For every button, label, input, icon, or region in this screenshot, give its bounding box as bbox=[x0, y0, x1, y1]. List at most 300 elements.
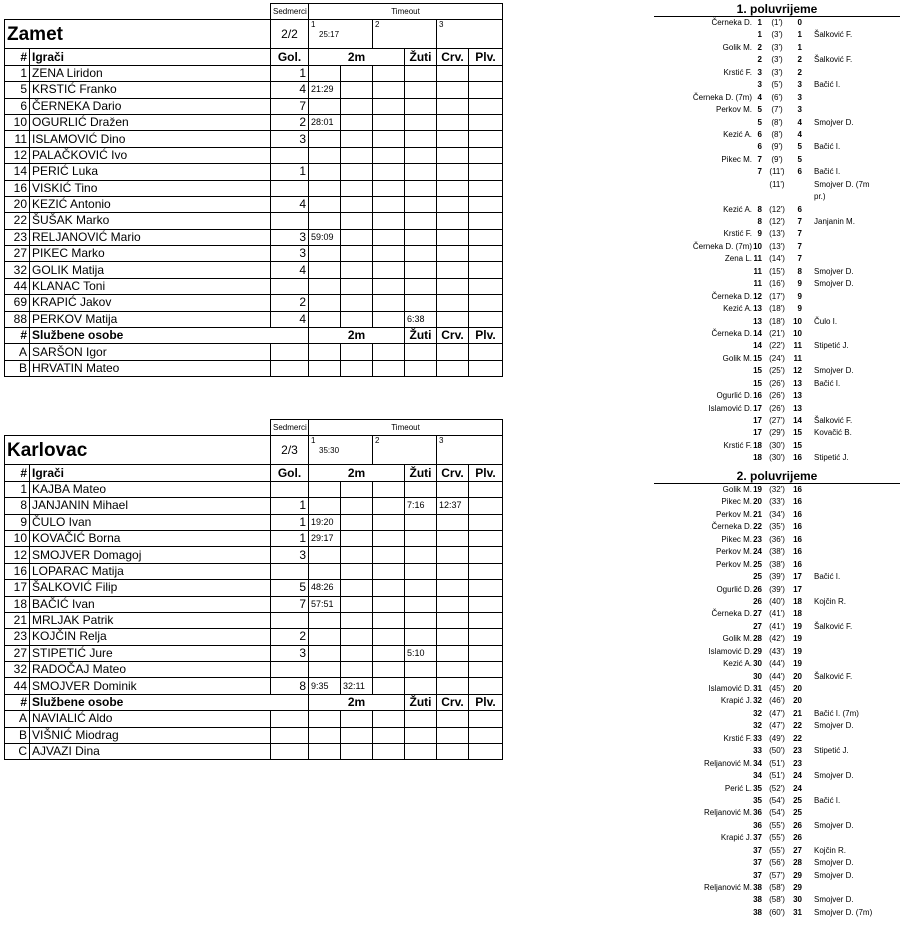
timeout-label: Timeout bbox=[309, 420, 503, 436]
goal-event bbox=[654, 559, 900, 571]
timeout-cell bbox=[309, 436, 373, 465]
away-scorer: Šalković F. bbox=[814, 621, 853, 631]
goal-event bbox=[654, 42, 900, 54]
player-row bbox=[5, 612, 503, 628]
suspension-1 bbox=[309, 612, 341, 628]
yellow-card bbox=[405, 596, 437, 612]
goal-event bbox=[654, 521, 900, 533]
suspension-3 bbox=[373, 662, 405, 678]
away-score: 4 bbox=[797, 129, 802, 139]
player-number: 1 bbox=[5, 65, 30, 81]
team-table: Sedmerci Timeout Zamet 2/2 1 25:17 2 3 # Igrači Gol. 2m Žuti Crv. Plv. 1 ZENA Liridon 1 5 KRSTIĆ Franko 4 21:29 6 ČERNEKA Dario 7 10 OGURLIĆ Dražen 2 28:01 11 ISLAMOVIĆ Dino 3 12 PALAČKOVIĆ Ivo 14 PERIĆ Luka 1 16 VISKIĆ Tino 20 KEZIĆ Antonio 4 22 ŠUŠAK Marko 23 RELJANOVIĆ Mario 3 59:09 27 PIKEC Marko 3 32 GOLIK Matija 4 44 KLANAC Toni 69 KRAPIĆ Jakov 2 88 PERKOV Matija 4 6:38 # Službene osobe 2m Žuti Crv. Plv. A SARŠON Igor B HRVATIN Mateo bbox=[4, 3, 503, 377]
suspension-1 bbox=[309, 65, 341, 81]
yellow-card bbox=[405, 180, 437, 196]
yellow-card bbox=[405, 82, 437, 98]
blue-card bbox=[469, 596, 503, 612]
official-id: A bbox=[5, 344, 30, 360]
official-name: SARŠON Igor bbox=[30, 344, 271, 360]
timeout-cell bbox=[437, 20, 503, 49]
suspension-2 bbox=[341, 580, 373, 596]
home-scorer: Černeka D. bbox=[711, 609, 752, 619]
event-minute: (18') bbox=[769, 316, 785, 326]
goal-event bbox=[654, 509, 900, 521]
event-minute: (9') bbox=[771, 154, 783, 164]
event-minute: (55') bbox=[769, 833, 785, 843]
home-score: 27 bbox=[753, 621, 762, 631]
away-score: 24 bbox=[793, 771, 802, 781]
suspension-3 bbox=[373, 229, 405, 245]
suspension-1: 28:01 bbox=[309, 114, 341, 130]
event-minute: (13') bbox=[769, 229, 785, 239]
player-goals bbox=[271, 213, 309, 229]
red-card bbox=[437, 147, 469, 163]
home-score: 16 bbox=[753, 391, 762, 401]
player-row bbox=[5, 180, 503, 196]
sedmerci-label: Sedmerci bbox=[271, 420, 309, 436]
event-minute: (55') bbox=[769, 845, 785, 855]
suspension-3 bbox=[373, 65, 405, 81]
home-score: 26 bbox=[753, 584, 762, 594]
event-minute: (6') bbox=[771, 92, 783, 102]
home-scorer: Perkov M. bbox=[715, 559, 752, 569]
player-row bbox=[5, 164, 503, 180]
yellow-card bbox=[405, 213, 437, 229]
player-row bbox=[5, 229, 503, 245]
home-score: 36 bbox=[753, 820, 762, 830]
yellow-card bbox=[405, 147, 437, 163]
away-score: 19 bbox=[793, 659, 802, 669]
yellow-card bbox=[405, 196, 437, 212]
goal-event bbox=[654, 807, 900, 819]
player-goals: 4 bbox=[271, 262, 309, 278]
home-scorer: Krstić F. bbox=[723, 229, 752, 239]
player-name: GOLIK Matija bbox=[30, 262, 271, 278]
official-row bbox=[5, 344, 503, 360]
event-minute: (43') bbox=[769, 646, 785, 656]
away-score: 29 bbox=[793, 870, 802, 880]
event-minute: (12') bbox=[769, 217, 785, 226]
goal-event bbox=[654, 253, 900, 265]
away-scorer: pr.) bbox=[814, 192, 826, 202]
event-minute: (8') bbox=[771, 117, 783, 127]
suspension-2 bbox=[341, 481, 373, 497]
player-row bbox=[5, 580, 503, 596]
event-minute: (39') bbox=[769, 584, 785, 594]
event-minute: (11') bbox=[769, 167, 785, 177]
suspension-3 bbox=[373, 180, 405, 196]
event-minute: (7') bbox=[771, 105, 783, 115]
player-number: 11 bbox=[5, 131, 30, 147]
goal-event bbox=[654, 745, 900, 757]
home-scorer: Golik M. bbox=[722, 634, 752, 644]
away-scorer: Stipetić J. bbox=[814, 341, 849, 351]
event-minute: (57') bbox=[769, 870, 785, 880]
player-row bbox=[5, 295, 503, 311]
red-card bbox=[437, 65, 469, 81]
yellow-card bbox=[405, 278, 437, 294]
home-score: 31 bbox=[753, 684, 762, 693]
away-score: 7 bbox=[797, 217, 802, 226]
suspension-3 bbox=[373, 678, 405, 694]
away-score: 0 bbox=[797, 18, 802, 27]
player-row bbox=[5, 147, 503, 163]
red-card bbox=[437, 229, 469, 245]
event-minute: (32') bbox=[769, 485, 785, 494]
player-number: 21 bbox=[5, 612, 30, 628]
official-id: A bbox=[5, 711, 30, 727]
blue-card bbox=[469, 530, 503, 546]
red-card bbox=[437, 295, 469, 311]
player-goals bbox=[271, 180, 309, 196]
goal-event bbox=[654, 166, 900, 178]
event-minute: (54') bbox=[769, 795, 785, 805]
away-scorer: Šalković F. bbox=[814, 55, 853, 65]
goal-event bbox=[654, 646, 900, 658]
goal-event bbox=[654, 733, 900, 745]
home-score: 38 bbox=[753, 907, 762, 917]
red-card bbox=[437, 612, 469, 628]
away-score: 20 bbox=[793, 696, 802, 706]
home-score: 3 bbox=[757, 67, 762, 77]
away-score: 29 bbox=[793, 883, 802, 892]
red-card bbox=[437, 262, 469, 278]
away-score: 20 bbox=[793, 684, 802, 693]
home-scorer: Krapić J. bbox=[720, 833, 752, 843]
away-score: 23 bbox=[793, 758, 802, 768]
player-number: 10 bbox=[5, 114, 30, 130]
player-goals: 5 bbox=[271, 580, 309, 596]
player-goals: 1 bbox=[271, 530, 309, 546]
goal-event bbox=[654, 390, 900, 402]
home-score: 7 bbox=[757, 167, 762, 177]
red-card bbox=[437, 114, 469, 130]
event-minute: (30') bbox=[769, 453, 785, 463]
goal-event bbox=[654, 658, 900, 670]
player-name: ISLAMOVIĆ Dino bbox=[30, 131, 271, 147]
timeout-cell bbox=[373, 436, 437, 465]
player-name: STIPETIĆ Jure bbox=[30, 645, 271, 661]
home-score: 37 bbox=[753, 858, 762, 868]
second-half-log bbox=[654, 470, 900, 919]
yellow-card bbox=[405, 262, 437, 278]
timeout-number: 1 bbox=[311, 20, 316, 30]
red-card: 12:37 bbox=[437, 498, 469, 514]
player-number: 27 bbox=[5, 246, 30, 262]
away-score: 31 bbox=[793, 907, 802, 917]
away-scorer: Bačić I. bbox=[814, 378, 841, 388]
event-minute: (51') bbox=[769, 758, 785, 768]
event-minute: (38') bbox=[769, 547, 785, 557]
goal-event bbox=[654, 621, 900, 633]
away-score: 6 bbox=[797, 167, 802, 177]
goal-event bbox=[654, 117, 900, 129]
event-minute: (9') bbox=[771, 142, 783, 152]
suspension-2 bbox=[341, 596, 373, 612]
player-row bbox=[5, 196, 503, 212]
suspension-2 bbox=[341, 295, 373, 311]
event-minute: (3') bbox=[771, 67, 783, 77]
home-score: 13 bbox=[753, 304, 762, 314]
player-number: 5 bbox=[5, 82, 30, 98]
home-score: 21 bbox=[753, 509, 762, 519]
away-scorer: Šalković F. bbox=[814, 30, 853, 40]
event-minute: (41') bbox=[769, 609, 785, 619]
red-card bbox=[437, 514, 469, 530]
suspension-3 bbox=[373, 114, 405, 130]
home-score: 6 bbox=[757, 129, 762, 139]
away-scorer: Smojver D. (7m) bbox=[814, 907, 873, 917]
event-minute: (34') bbox=[769, 509, 785, 519]
blue-card bbox=[469, 547, 503, 563]
home-scorer: Golik M. bbox=[722, 353, 752, 363]
home-scorer: Krapić J. bbox=[720, 696, 752, 706]
away-score: 7 bbox=[797, 254, 802, 264]
player-goals: 3 bbox=[271, 131, 309, 147]
player-goals bbox=[271, 612, 309, 628]
event-minute: (46') bbox=[769, 696, 785, 706]
suspension-1: 59:09 bbox=[309, 229, 341, 245]
player-number: 16 bbox=[5, 563, 30, 579]
goal-event bbox=[654, 54, 900, 66]
suspension-3 bbox=[373, 164, 405, 180]
away-score: 15 bbox=[793, 440, 802, 450]
home-score: 10 bbox=[753, 241, 762, 251]
goal-event bbox=[654, 795, 900, 807]
away-score: 21 bbox=[793, 708, 802, 718]
goal-event bbox=[654, 770, 900, 782]
goal-event bbox=[654, 907, 900, 919]
blue-card bbox=[469, 498, 503, 514]
yellow-card bbox=[405, 131, 437, 147]
goal-event bbox=[654, 104, 900, 116]
away-score: 13 bbox=[793, 391, 802, 401]
event-minute: (47') bbox=[769, 708, 785, 718]
home-score: 37 bbox=[753, 833, 762, 843]
goal-event bbox=[654, 882, 900, 894]
event-minute: (29') bbox=[769, 428, 785, 438]
yellow-card bbox=[405, 662, 437, 678]
goal-event bbox=[654, 340, 900, 352]
away-scorer: Smojver D. bbox=[814, 279, 854, 289]
event-minute: (42') bbox=[769, 634, 785, 644]
official-row bbox=[5, 727, 503, 743]
goal-event bbox=[654, 720, 900, 732]
away-score: 19 bbox=[793, 621, 802, 631]
home-score: 17 bbox=[753, 428, 762, 438]
suspension-1 bbox=[309, 662, 341, 678]
timeout-cell bbox=[309, 20, 373, 49]
event-minute: (51') bbox=[769, 771, 785, 781]
yellow-card bbox=[405, 481, 437, 497]
goal-event bbox=[654, 571, 900, 583]
yellow-header: Žuti bbox=[405, 465, 437, 481]
player-name: ČERNEKA Dario bbox=[30, 98, 271, 114]
blue-card bbox=[469, 147, 503, 163]
away-score: 22 bbox=[793, 733, 802, 743]
player-row bbox=[5, 311, 503, 327]
yellow-card bbox=[405, 246, 437, 262]
home-scorer: Ogurlić D. bbox=[716, 584, 752, 594]
event-minute: (26') bbox=[769, 391, 785, 401]
event-minute: (58') bbox=[769, 895, 785, 905]
event-minute: (33') bbox=[769, 497, 785, 507]
away-score: 8 bbox=[797, 266, 802, 276]
player-number: 1 bbox=[5, 481, 30, 497]
player-goals: 1 bbox=[271, 498, 309, 514]
player-number: 18 bbox=[5, 596, 30, 612]
away-scorer: Kovačić B. bbox=[814, 428, 852, 438]
event-minute: (13') bbox=[769, 241, 785, 251]
yellow-card bbox=[405, 98, 437, 114]
suspension-3 bbox=[373, 629, 405, 645]
away-score: 19 bbox=[793, 634, 802, 644]
two-min-header: 2m bbox=[309, 49, 405, 65]
blue-card bbox=[469, 246, 503, 262]
red-card bbox=[437, 678, 469, 694]
event-minute: (38') bbox=[769, 559, 785, 569]
home-scorer: Islamović D. bbox=[708, 403, 752, 413]
home-score: 1 bbox=[757, 30, 762, 40]
official-row bbox=[5, 711, 503, 727]
home-score: 26 bbox=[753, 596, 762, 606]
player-row bbox=[5, 213, 503, 229]
goal-event bbox=[654, 708, 900, 720]
suspension-1 bbox=[309, 262, 341, 278]
player-goals: 2 bbox=[271, 114, 309, 130]
suspension-3 bbox=[373, 196, 405, 212]
suspension-1 bbox=[309, 645, 341, 661]
player-row bbox=[5, 98, 503, 114]
away-scorer: Stipetić J. bbox=[814, 746, 849, 756]
away-score: 5 bbox=[797, 154, 802, 164]
home-score: 2 bbox=[757, 42, 762, 52]
event-minute: (36') bbox=[769, 534, 785, 544]
goal-event bbox=[654, 303, 900, 315]
suspension-2 bbox=[341, 262, 373, 278]
red-card bbox=[437, 645, 469, 661]
goal-event bbox=[654, 546, 900, 558]
red-card bbox=[437, 180, 469, 196]
player-row bbox=[5, 65, 503, 81]
player-goals: 7 bbox=[271, 596, 309, 612]
home-score: 37 bbox=[753, 870, 762, 880]
away-score: 16 bbox=[793, 559, 802, 569]
player-goals bbox=[271, 481, 309, 497]
event-minute: (14') bbox=[769, 254, 785, 264]
away-score: 7 bbox=[797, 241, 802, 251]
home-scorer: Perkov M. bbox=[715, 547, 752, 557]
event-minute: (21') bbox=[769, 328, 785, 338]
player-number: 12 bbox=[5, 547, 30, 563]
player-number: 22 bbox=[5, 213, 30, 229]
suspension-1: 19:20 bbox=[309, 514, 341, 530]
player-number: 23 bbox=[5, 229, 30, 245]
sedmerci-label: Sedmerci bbox=[271, 4, 309, 20]
player-name: ZENA Liridon bbox=[30, 65, 271, 81]
player-goals bbox=[271, 563, 309, 579]
goal-event bbox=[654, 857, 900, 869]
suspension-3 bbox=[373, 645, 405, 661]
away-score: 18 bbox=[793, 609, 802, 619]
goal-event bbox=[654, 427, 900, 439]
goal-event bbox=[654, 695, 900, 707]
blue-card bbox=[469, 629, 503, 645]
away-score: 10 bbox=[793, 328, 802, 338]
blue-card bbox=[469, 278, 503, 294]
player-row bbox=[5, 530, 503, 546]
timeout-number: 1 bbox=[311, 436, 316, 446]
away-scorer: Šalković F. bbox=[814, 671, 853, 681]
blue-card bbox=[469, 213, 503, 229]
away-score: 14 bbox=[793, 416, 802, 425]
away-scorer: Janjanin M. bbox=[814, 217, 855, 226]
away-score: 1 bbox=[797, 30, 802, 40]
suspension-2 bbox=[341, 147, 373, 163]
suspension-3 bbox=[373, 262, 405, 278]
player-goals: 1 bbox=[271, 514, 309, 530]
suspension-1 bbox=[309, 213, 341, 229]
home-scorer: Kezić A. bbox=[723, 129, 752, 139]
blue-card bbox=[469, 180, 503, 196]
player-name: RADOČAJ Mateo bbox=[30, 662, 271, 678]
official-name: VIŠNIĆ Miodrag bbox=[30, 727, 271, 743]
away-scorer: Smojver D. bbox=[814, 895, 854, 905]
home-score: 14 bbox=[753, 341, 762, 351]
suspension-2 bbox=[341, 65, 373, 81]
suspension-3 bbox=[373, 612, 405, 628]
goal-event bbox=[654, 278, 900, 290]
event-minute: (26') bbox=[769, 378, 785, 388]
event-minute: (3') bbox=[771, 55, 783, 65]
player-goals: 1 bbox=[271, 65, 309, 81]
player-name: ŠALKOVIĆ Filip bbox=[30, 580, 271, 596]
player-name: KEZIĆ Antonio bbox=[30, 196, 271, 212]
event-minute: (3') bbox=[771, 42, 783, 52]
player-name: PIKEC Marko bbox=[30, 246, 271, 262]
away-score: 27 bbox=[793, 845, 802, 855]
timeout-number: 3 bbox=[439, 20, 444, 30]
home-scorer: Černeka D. bbox=[711, 18, 752, 27]
event-minute: (49') bbox=[769, 733, 785, 743]
suspension-2 bbox=[341, 114, 373, 130]
suspension-3 bbox=[373, 514, 405, 530]
away-score: 19 bbox=[793, 646, 802, 656]
home-score: 33 bbox=[753, 746, 762, 756]
home-scorer: Krstić F. bbox=[723, 733, 752, 743]
suspension-3 bbox=[373, 295, 405, 311]
suspension-1: 48:26 bbox=[309, 580, 341, 596]
goal-event bbox=[654, 832, 900, 844]
goal-event bbox=[654, 378, 900, 390]
official-name: NAVIALIĆ Aldo bbox=[30, 711, 271, 727]
player-name: KRSTIĆ Franko bbox=[30, 82, 271, 98]
goal-event bbox=[654, 92, 900, 104]
home-scorer: Černeka D. bbox=[711, 522, 752, 532]
player-goals: 8 bbox=[271, 678, 309, 694]
team-zamet-sheet bbox=[4, 3, 502, 377]
goal-event bbox=[654, 17, 900, 29]
player-number: 10 bbox=[5, 530, 30, 546]
away-score: 16 bbox=[793, 534, 802, 544]
goal-event bbox=[654, 758, 900, 770]
event-minute: (25') bbox=[769, 366, 785, 376]
red-card bbox=[437, 547, 469, 563]
goal-event bbox=[654, 894, 900, 906]
suspension-3 bbox=[373, 481, 405, 497]
player-row bbox=[5, 82, 503, 98]
player-number: 8 bbox=[5, 498, 30, 514]
player-name: JANJANIN Mihael bbox=[30, 498, 271, 514]
